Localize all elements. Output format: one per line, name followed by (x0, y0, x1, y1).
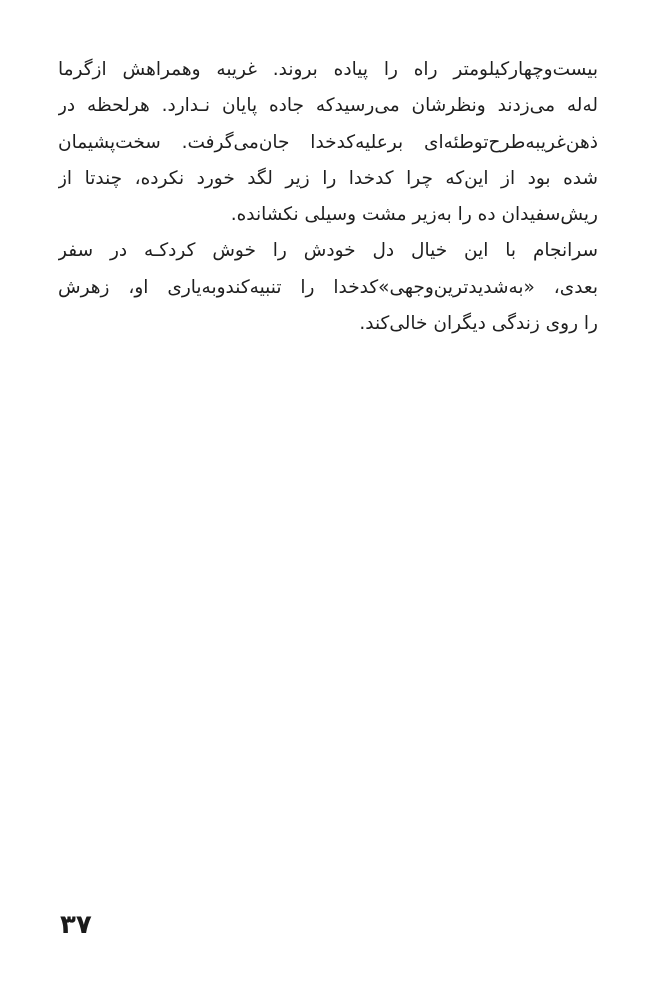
text-line: ذهن‌غریبه‌طرح‌توطئه‌ای برعلیه‌کدخدا جان‌می‌گرفت. سخت‌پشیمان (58, 131, 598, 153)
text-line: سرانجام با این خیال دل خودش را خوش کردکـه در سفر (58, 240, 598, 262)
text-line: له‌له می‌زدند ونظرشان می‌رسیدکه جاده پایان نـدارد. هرلحظه در (58, 95, 598, 117)
text-line: را روی زندگی دیگران خالی‌کند. (359, 313, 598, 335)
text-line: بیست‌وچهارکیلومتر راه را پیاده بروند. غریبه وهمراهش ازگرما (58, 59, 598, 80)
paragraph-1 (58, 52, 598, 233)
paragraph-2 (58, 233, 598, 342)
text-line: شده بود از این‌که چرا کدخدا را زیر لگد خورد نکرده، چندتا از (58, 167, 598, 189)
text-line: ریش‌سفیدان ده را به‌زیر مشت وسیلی نکشانده. (230, 204, 598, 226)
text-line: بعدی، «به‌شدیدترین‌وجهی»کدخدا را تنبیه‌کندوبه‌یاری او، زهرش (58, 276, 598, 298)
body-text (58, 52, 598, 342)
page-number: ۳۷ (60, 910, 92, 940)
